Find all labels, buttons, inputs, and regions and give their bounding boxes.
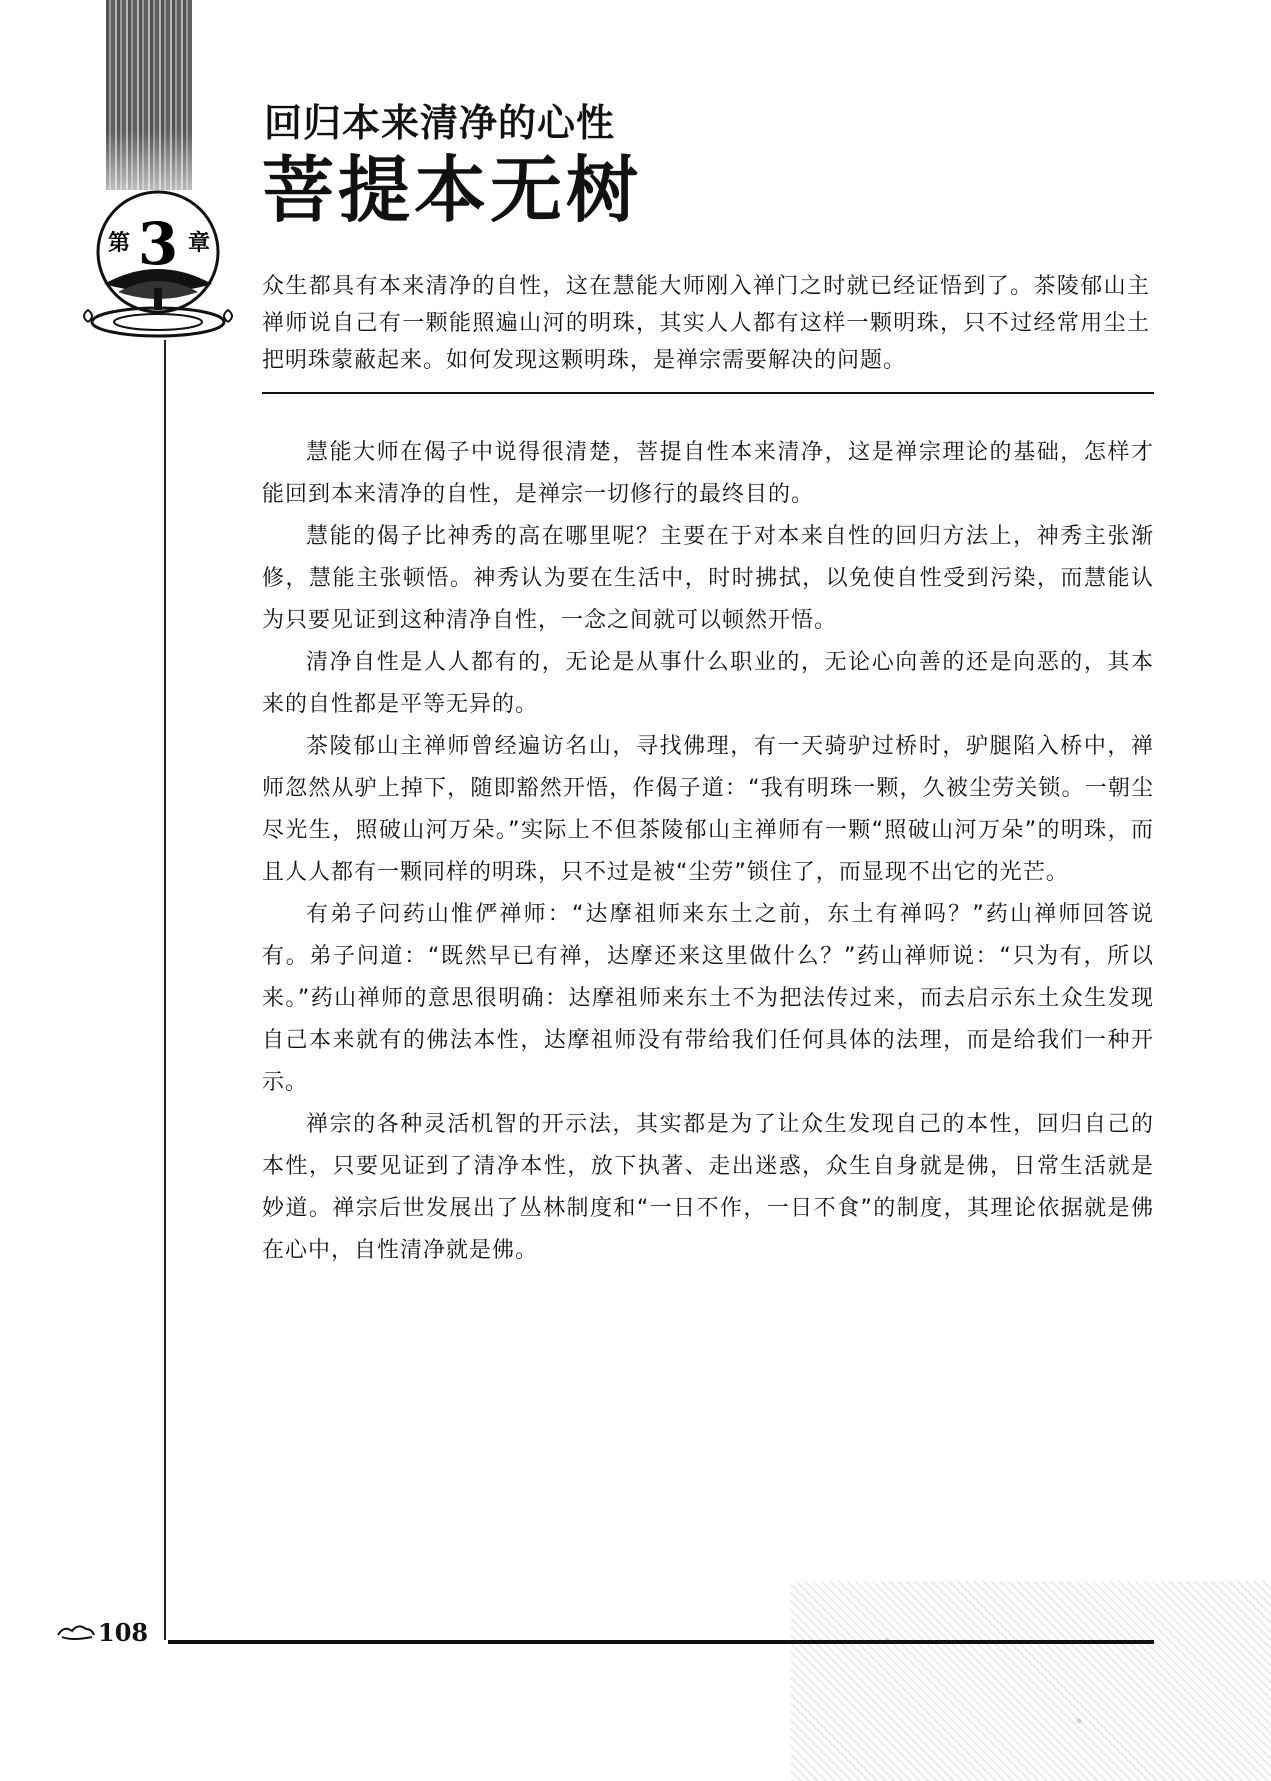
page-number [56, 1618, 148, 1647]
cloud-ornament-icon [56, 1623, 96, 1643]
body-text [262, 432, 1154, 1272]
paragraph: 禅宗的各种灵活机智的开示法，其实都是为了让众生发现自己的本性，回归自己的本性，只要见证到了清净本性，放下执著、走出迷惑，众生自身就是佛，日常生活就是妙道。禅宗后世发展出了丛林制度和“一日不作，一日不食”的制度，其理论依据就是佛在心中，自性清净就是佛。 [262, 1112, 1154, 1263]
page-number-text: 108 [98, 1618, 149, 1647]
paragraph: 茶陵郁山主禅师曾经遍访名山，寻找佛理，有一天骑驴过桥时，驴腿陷入桥中，禅师忽然从驴上掉下，随即豁然开悟，作偈子道：“我有明珠一颗，久被尘劳关锁。一朝尘尽光生，照破山河万朵。”实际上不但茶陵郁山主禅师有一颗“照破山河万朵”的明珠，而且人人都有一颗同样的明珠，只不过是被“尘劳”锁住了，而显现不出它的光芒。 [262, 734, 1154, 885]
chapter-intro: 众生都具有本来清净的自性，这在慧能大师刚入禅门之时就已经证悟到了。茶陵郁山主禅师说自己有一颗能照遍山河的明珠，其实人人都有这样一颗明珠，只不过经常用尘土把明珠蒙蔽起来。如何发现这颗明珠，是禅宗需要解决的问题。 [262, 274, 1150, 373]
paragraph: 清净自性是人人都有的，无论是从事什么职业的，无论心向善的还是向恶的，其本来的自性都是平等无异的。 [262, 650, 1154, 717]
decorative-texture-strip [106, 0, 192, 190]
chapter-kicker: 回归本来清净的心性 [264, 100, 616, 145]
paragraph: 慧能大师在偈子中说得很清楚，菩提自性本来清净，这是禅宗理论的基础，怎样才能回到本来清净的自性，是禅宗一切修行的最终目的。 [262, 440, 1154, 507]
margin-rule [164, 340, 166, 1640]
intro-divider [262, 392, 1154, 394]
chapter-suffix: 章 [188, 230, 211, 256]
chapter-number: 3 [137, 210, 179, 278]
chapter-prefix: 第 [108, 230, 131, 256]
chapter-title: 菩提本无树 [262, 147, 643, 232]
chapter-badge [74, 188, 242, 356]
paragraph: 慧能的偈子比神秀的高在哪里呢？主要在于对本来自性的回归方法上，神秀主张渐修，慧能主张顿悟。神秀认为要在生活中，时时拂拭，以免使自性受到污染，而慧能认为只要见证到这种清净自性，一念之间就可以顿然开悟。 [262, 524, 1154, 633]
scan-noise [791, 1581, 1271, 1781]
paragraph: 有弟子问药山惟俨禅师：“达摩祖师来东土之前，东土有禅吗？”药山禅师回答说有。弟子问道：“既然早已有禅，达摩还来这里做什么？”药山禅师说：“只为有，所以来。”药山禅师的意思很明确：达摩祖师来东土不为把法传过来，而去启示东土众生发现自己本来就有的佛法本性，达摩祖师没有带给我们任何具体的法理，而是给我们一种开示。 [262, 902, 1154, 1095]
